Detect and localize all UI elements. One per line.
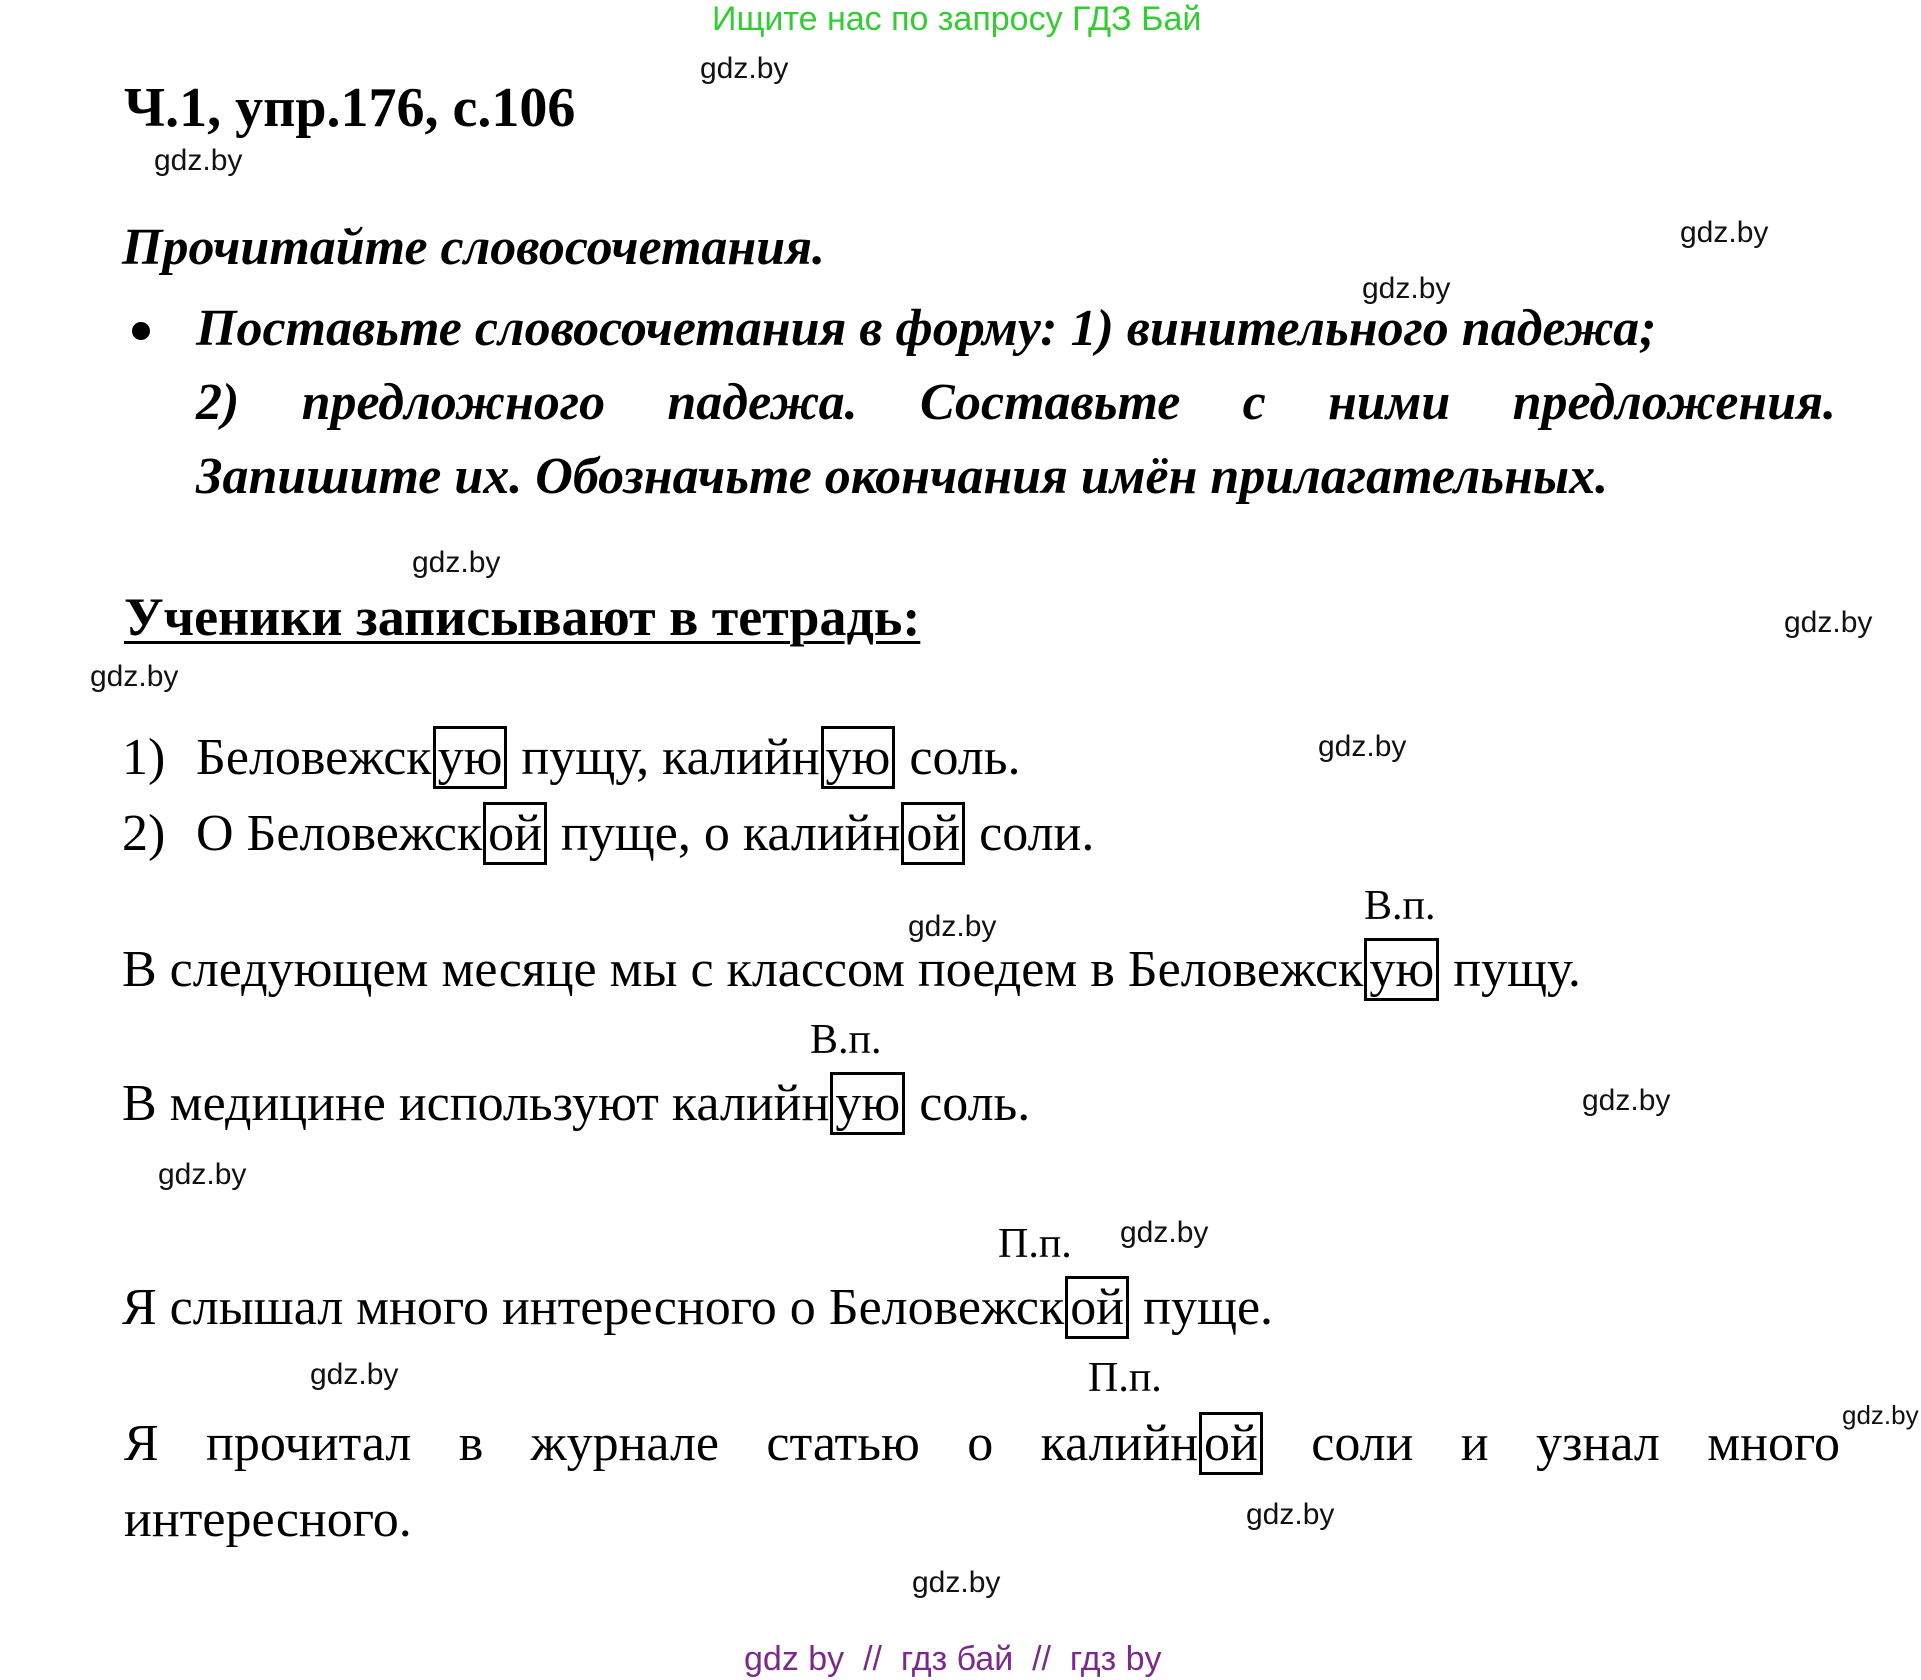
ending-box: ой <box>1199 1412 1263 1475</box>
watermark: gdz.by <box>1680 216 1769 249</box>
ending-box: ую <box>1364 938 1439 1001</box>
task-line-1: Поставьте словосочетания в форму: 1) винительного падежа; <box>196 300 1657 357</box>
sentence-text: В следующем месяце мы с классом поедем в Беловежск <box>122 941 1364 998</box>
case-label: В.п. <box>810 1017 882 1063</box>
sentence-4 <box>124 1406 1840 1558</box>
item-number: 2) <box>122 805 166 862</box>
instruction-text: Прочитайте словосочетания. <box>122 219 825 276</box>
case-label: П.п. <box>1088 1355 1162 1401</box>
bullet <box>132 322 150 340</box>
watermark: gdz.by <box>912 1566 1001 1599</box>
watermark: gdz.by <box>1362 272 1451 305</box>
top-banner: Ищите нас по запросу ГДЗ Бай <box>712 0 1202 38</box>
task-text <box>196 292 1836 514</box>
watermark: gdz.by <box>154 144 243 177</box>
sentence-3 <box>122 1278 1273 1337</box>
watermark: gdz.by <box>90 660 179 693</box>
watermark: gdz.by <box>1842 1400 1919 1430</box>
task-line-3: Запишите их. Обозначьте окончания имён прилагательных. <box>196 448 1609 505</box>
sentence-text: пущу. <box>1440 941 1581 998</box>
ending-box: ую <box>821 726 896 789</box>
answer-line-1 <box>122 728 1020 787</box>
sentence-text: пуще. <box>1130 1279 1274 1336</box>
footer-links: gdz by // гдз бай // гдз by <box>744 1640 1162 1678</box>
watermark: gdz.by <box>1246 1498 1335 1531</box>
watermark: gdz.by <box>158 1158 247 1191</box>
sentence-2 <box>122 1074 1030 1133</box>
case-label: П.п. <box>998 1221 1072 1267</box>
answer-text: О Беловежск <box>196 805 483 862</box>
watermark: gdz.by <box>1318 730 1407 763</box>
watermark: gdz.by <box>412 546 501 579</box>
case-label: В.п. <box>1364 883 1436 929</box>
page-title: Ч.1, упр.176, с.106 <box>124 77 576 139</box>
sentence-text: соли и узнал много <box>1263 1415 1841 1472</box>
sentence-line <box>124 1406 1840 1482</box>
answer-text: соли. <box>966 805 1095 862</box>
item-number: 1) <box>122 729 166 786</box>
watermark: gdz.by <box>1582 1084 1671 1117</box>
sentence-text: Я слышал много интересного о Беловежск <box>122 1279 1065 1336</box>
section-heading: Ученики записывают в тетрадь: <box>124 587 921 647</box>
watermark: gdz.by <box>1120 1216 1209 1249</box>
answer-text: пуще, о калийн <box>547 805 901 862</box>
sentence-text: соль. <box>906 1075 1031 1132</box>
ending-box: ую <box>433 726 508 789</box>
ending-box: ой <box>483 802 547 865</box>
answer-text: пущу, калийн <box>508 729 820 786</box>
sentence-text: В медицине используют калийн <box>122 1075 830 1132</box>
sentence-text: интересного. <box>124 1491 412 1548</box>
ending-box: ой <box>901 802 965 865</box>
answer-text: Беловежск <box>196 729 432 786</box>
watermark: gdz.by <box>908 910 997 943</box>
watermark: gdz.by <box>700 52 789 85</box>
answer-text: соль. <box>896 729 1021 786</box>
sentence-1 <box>122 940 1581 999</box>
watermark: gdz.by <box>1784 606 1873 639</box>
watermark: gdz.by <box>310 1358 399 1391</box>
ending-box: ую <box>830 1072 905 1135</box>
task-line-2: 2) предложного падежа. Составьте с ними предложения. <box>196 374 1836 431</box>
answer-line-2 <box>122 804 1094 863</box>
sentence-text: Я прочитал в журнале статью о калийн <box>124 1415 1199 1472</box>
ending-box: ой <box>1065 1276 1129 1339</box>
